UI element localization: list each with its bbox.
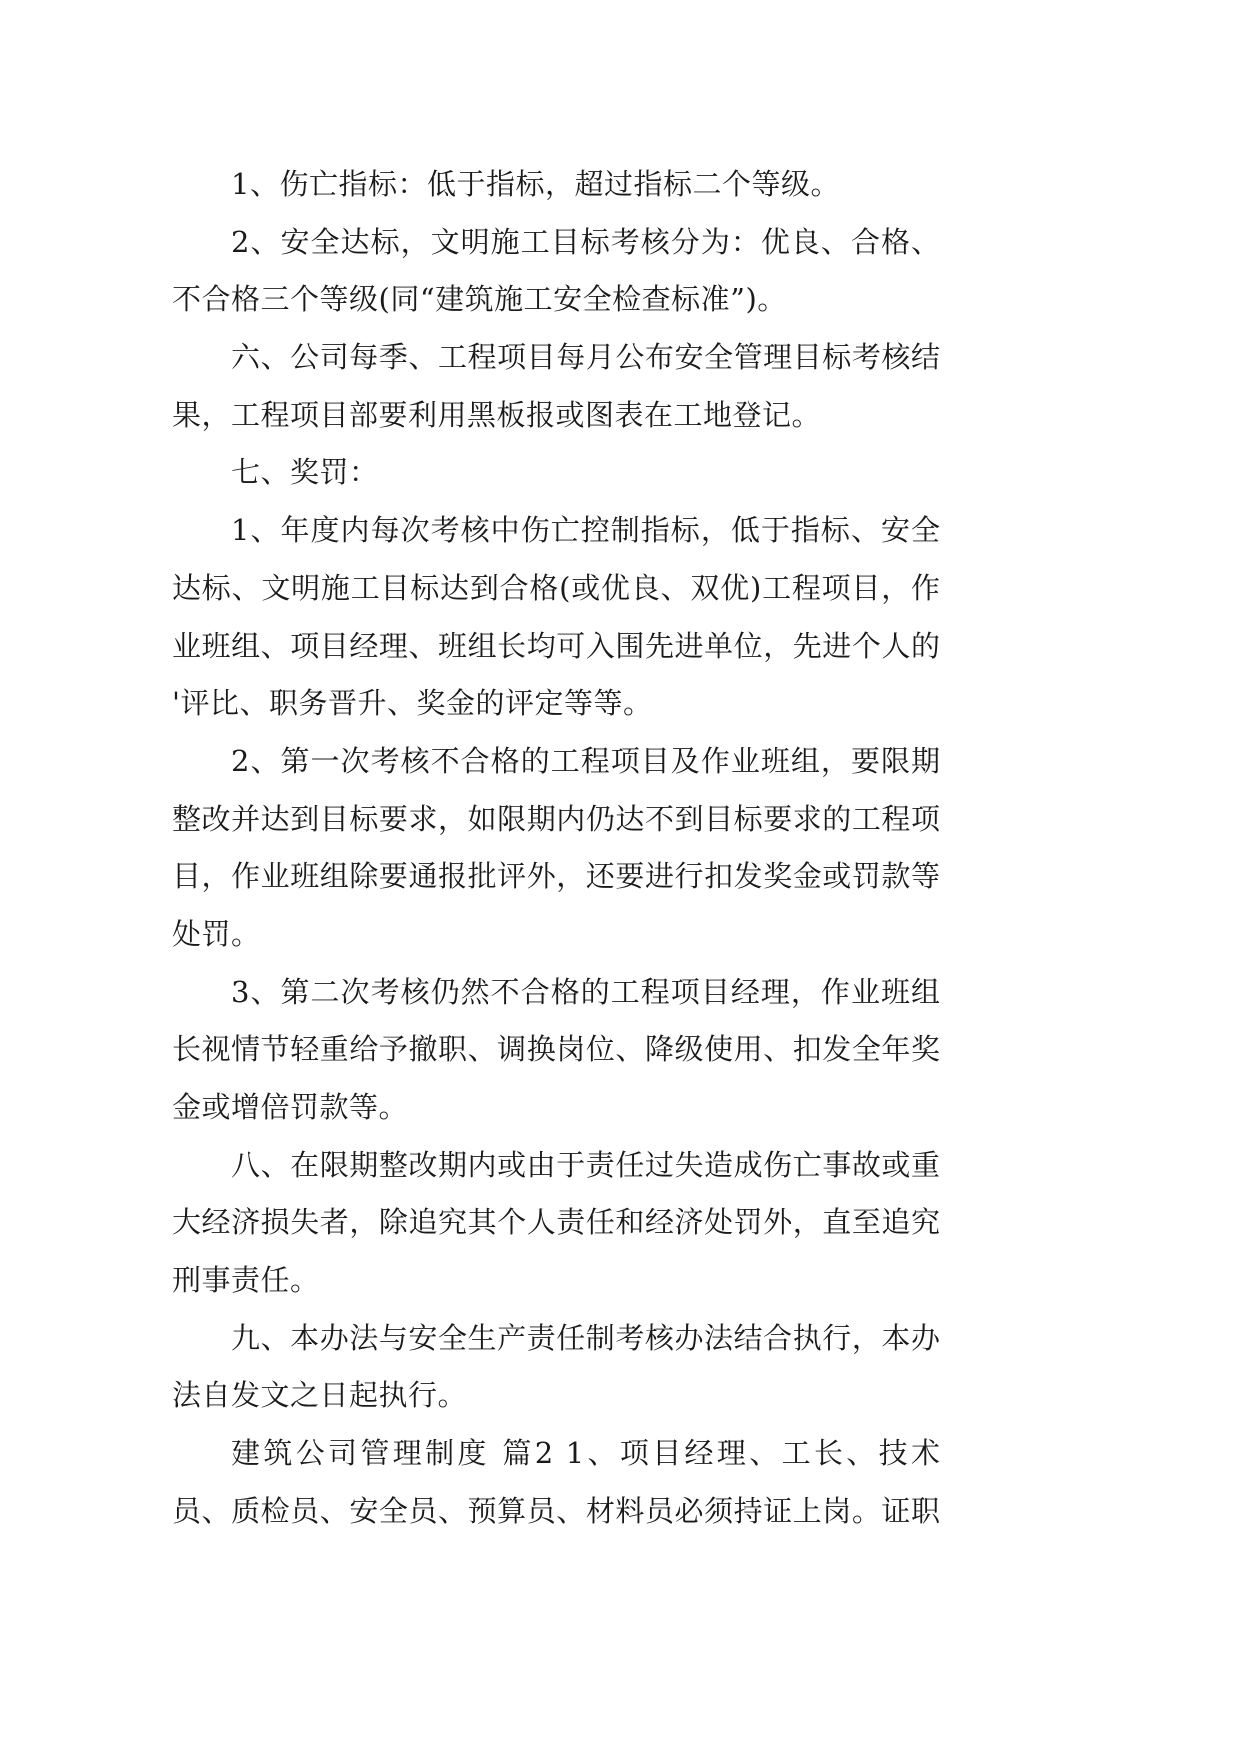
paragraph — [172, 502, 940, 733]
text-line: 业班组、项目经理、班组长均可入围先进单位，先进个人的 — [172, 628, 940, 663]
section-heading — [172, 444, 940, 502]
text-line: 整改并达到目标要求，如限期内仍达不到目标要求的工程项 — [172, 801, 940, 836]
text-line: 长视情节轻重给予撤职、调换岗位、降级使用、扣发全年奖 — [172, 1032, 940, 1067]
text-line: 金或增倍罚款等。 — [172, 1090, 409, 1124]
paragraph — [172, 214, 940, 329]
text-line: 达标、文明施工目标达到合格(或优良、双优)工程项目，作 — [172, 570, 940, 605]
text-line: 大经济损失者，除追究其个人责任和经济处罚外，直至追究 — [172, 1205, 940, 1240]
text-line: 果，工程项目部要利用黑板报或图表在工地登记。 — [172, 397, 822, 432]
text-line: 2、第一次考核不合格的工程项目及作业班组，要限期 — [231, 743, 940, 778]
text-line: 刑事责任。 — [172, 1263, 320, 1298]
text-line: 1、伤亡指标：低于指标，超过指标二个等级。 — [231, 167, 840, 201]
paragraph — [172, 329, 940, 444]
text-line: 建筑公司管理制度 篇2 1、项目经理、工长、技术 — [231, 1436, 940, 1471]
document-body — [172, 156, 940, 1541]
text-line: 目，作业班组除要通报批评外，还要进行扣发奖金或罚款等 — [172, 859, 940, 894]
text-line: 法自发文之日起执行。 — [172, 1378, 468, 1413]
text-line: 八、在限期整改期内或由于责任过失造成伤亡事故或重 — [231, 1147, 940, 1182]
text-line: 不合格三个等级(同“建筑施工安全检查标准”)。 — [172, 282, 787, 317]
text-line: 七、奖罚： — [231, 455, 379, 490]
text-line: 九、本办法与安全生产责任制考核办法结合执行，本办 — [231, 1320, 940, 1355]
paragraph — [172, 1310, 940, 1425]
text-line: 员、质检员、安全员、预算员、材料员必须持证上岗。证职 — [172, 1493, 940, 1528]
text-line: 2、安全达标，文明施工目标考核分为：优良、合格、 — [231, 224, 940, 259]
paragraph — [172, 733, 940, 964]
text-line: 处罚。 — [172, 916, 261, 951]
text-line: '评比、职务晋升、奖金的评定等等。 — [172, 686, 653, 721]
text-line: 六、公司每季、工程项目每月公布安全管理目标考核结 — [231, 340, 940, 375]
paragraph — [172, 1137, 940, 1310]
paragraph — [172, 964, 940, 1137]
paragraph — [172, 1425, 940, 1540]
text-line: 1、年度内每次考核中伤亡控制指标，低于指标、安全 — [231, 513, 940, 548]
text-line: 3、第二次考核仍然不合格的工程项目经理，作业班组 — [231, 974, 940, 1009]
paragraph — [172, 156, 940, 214]
